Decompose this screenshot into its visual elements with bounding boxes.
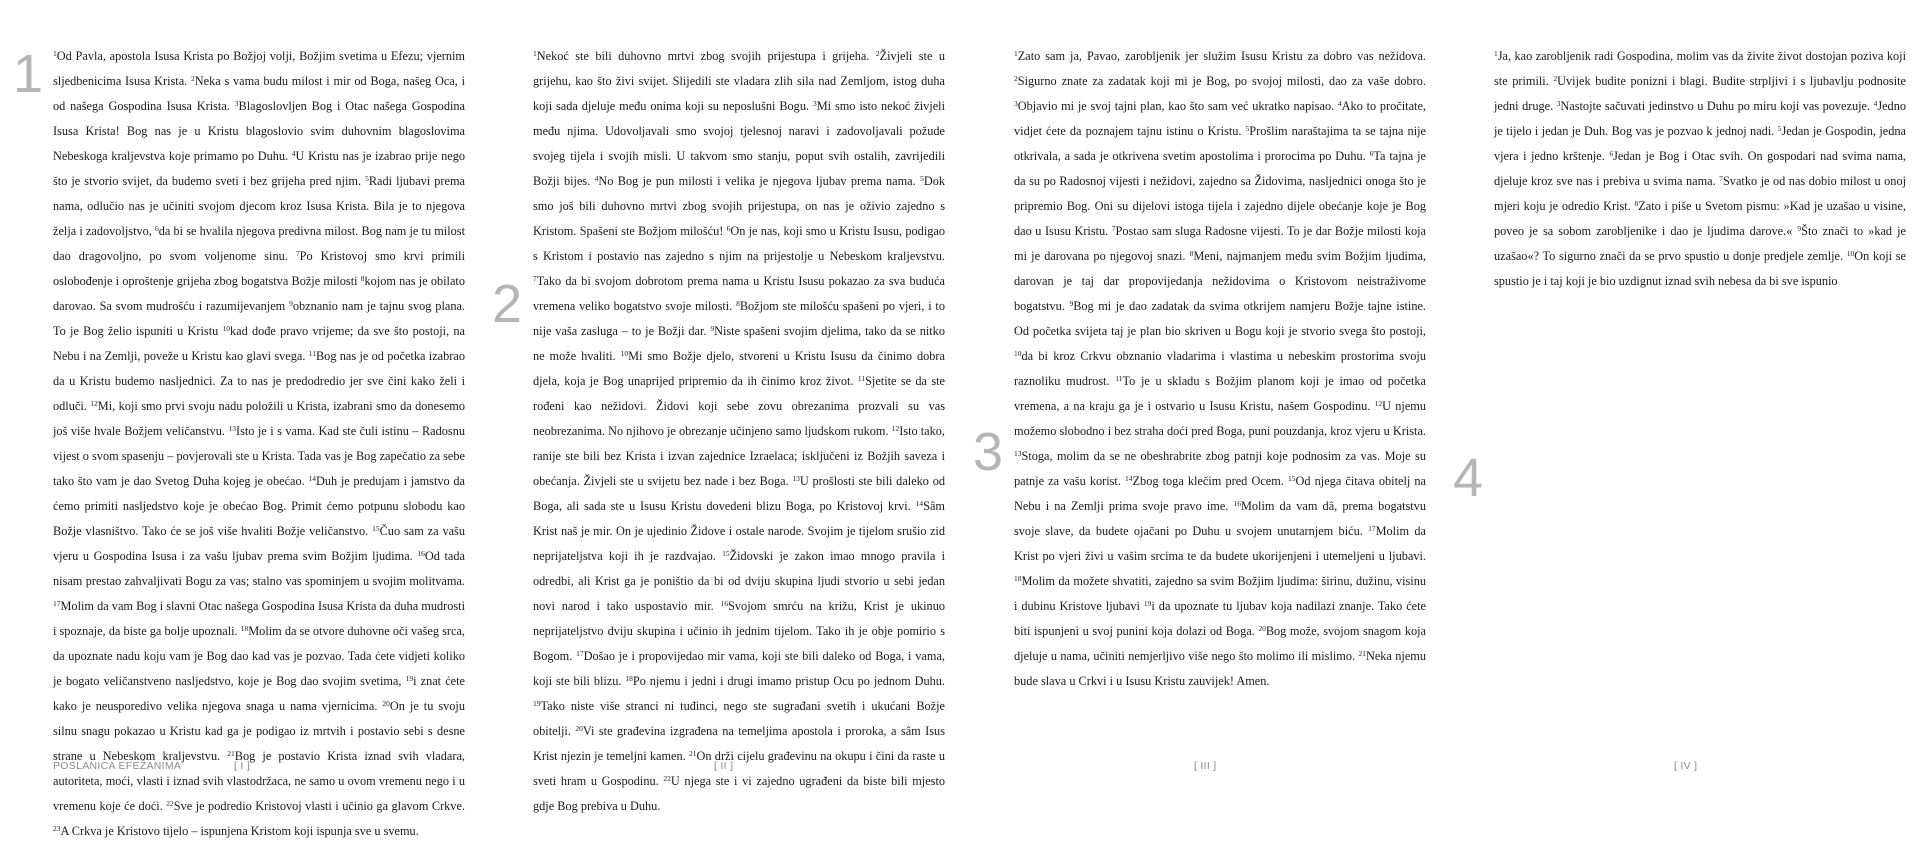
verse-number: 12	[891, 424, 900, 433]
verse-number: 8	[1634, 199, 1639, 208]
verse-text: Mi smo isto nekoć živjeli među njima. Udovoljavali smo svojoj tjelesnoj naravi i zadovoljavali požude svojeg tijela i svojih misli. U takvom smo stanju, poput svih ostalih, zavrijedili Božji bijes.	[533, 99, 945, 188]
verse-number: 10	[1846, 249, 1855, 258]
verse-text: Objavio mi je svoj tajni plan, kao što sam već ukratko napisao.	[1017, 99, 1338, 113]
verse-number: 14	[1125, 474, 1133, 483]
verse-text: On je tu svoju silnu snagu pokazao u Kristu kad ga je podigao iz mrtvih i postavio sebi s desne strane u Nebeskom kraljevstvu.	[53, 699, 465, 763]
verse-number: 20	[1258, 624, 1266, 633]
verse-number: 2	[875, 49, 880, 58]
verse-number: 2	[191, 74, 195, 83]
verse-text: Sve je podredio Kristovoj vlasti i učinio ga glavom Crkve.	[173, 799, 465, 813]
verse-number: 1	[53, 49, 57, 58]
verse-number: 11	[1115, 374, 1123, 383]
verse-text: Živjeli ste u grijehu, kao što živi svijet. Slijedili ste vladara zlih sila nad Zemljom, istog duha koji sada djeluje među onima koji su neposlušni Bogu.	[533, 49, 945, 113]
verse-text: Isto je i s vama. Kad ste čuli istinu – Radosnu vijest o svom spasenju – povjerovali ste u Krista. Tada vas je Bog zapečatio za sebe tako što vam je dao Svetog Duha kojeg je obećao.	[53, 424, 465, 488]
verse-number: 13	[228, 424, 236, 433]
verse-number: 10	[1014, 349, 1022, 358]
verse-text: Svojom smrću na križu, Krist je ukinuo neprijateljstvo dviju skupina i učinio ih jednim tijelom. Tako ih je obje pomirio s Bogom.	[533, 599, 945, 663]
verse-text: Isto tako, ranije ste bili bez Krista i izvan zajednice Izraelaca; isključeni iz Božjih saveza i obećanja. Živjeli ste u svijetu bez nade i bez Boga.	[533, 424, 946, 488]
verse-text: Ta tajna je da su po Radosnoj vijesti i nežidovi, zajedno sa Židovima, nasljednici onoga što je pripremio Bog. Oni su dijelovi istoga tijela i zajedno dijele obećanje koje je Bog dao u Isusu Kristu.	[1014, 149, 1426, 238]
verse-number: 17	[53, 599, 61, 608]
verse-text: obznanio nam je tajnu svog plana. To je Bog želio ispuniti u Kristu	[53, 299, 465, 338]
verse-number: 5	[1245, 124, 1250, 133]
verse-number: 15	[1288, 474, 1296, 483]
verse-number: 19	[1143, 599, 1152, 608]
verse-number: 16	[720, 599, 729, 608]
verse-text: On drži cijelu građevinu na okupu i čini da raste u sveti hram u Gospodinu.	[533, 749, 945, 788]
verse-number: 22	[663, 774, 671, 783]
verse-number: 2	[1553, 74, 1558, 83]
verse-text: Zbog toga klečim pred Ocem.	[1132, 474, 1288, 488]
verse-text: U njemu možemo slobodno i bez straha doći pred Boga, puni pouzdanja, kroz vjeru u Krista.	[1014, 399, 1426, 438]
verse-text: No Bog je pun milosti i velika je njegova ljubav prema nama.	[598, 174, 921, 188]
verse-text: Sjetite se da ste rođeni kao nežidovi. Židovi koji sebe zovu obrezanima prozvali su vas neobrezanima. No njihovo je obrezanje učinjeno samo ljudskom rukom.	[533, 374, 945, 438]
verse-number: 14	[915, 499, 924, 508]
verse-number: 17	[1368, 524, 1376, 533]
verse-text: Nastojte sačuvati jedinstvo u Duhu po miru koji vas povezuje.	[1560, 99, 1874, 113]
verse-text: Mi, koji smo prvi svoju nadu položili u Krista, izabrani smo da donesemo još više hvale Božjem veličanstvu.	[53, 399, 465, 438]
verse-text: Jedan je Gospodin, jedna vjera i jedno krštenje.	[1494, 124, 1906, 163]
verse-text: Bog mi je dao zadatak da svima otkrijem namjeru Božje tajne istine. Od početka svijeta taj je plan bio skriven u Bogu koji je stvorio svega što postoji,	[1014, 299, 1427, 338]
column-2-text	[533, 44, 945, 819]
verse-text: Jedno je tijelo i jedan je Duh. Bog vas je pozvao k jednoj nadi.	[1494, 99, 1907, 138]
verse-text: Po njemu i jedni i drugi imamo pristup Ocu po jednom Duhu.	[632, 674, 945, 688]
verse-number: 19	[533, 699, 541, 708]
page-number-2: [ II ]	[714, 760, 734, 772]
verse-number: 6	[155, 224, 159, 233]
verse-text: Po Kristovoj smo krvi primili oslobođenje i oproštenje grijeha zbog bogatstva Božje milosti	[53, 249, 465, 288]
verse-number: 11	[308, 349, 316, 358]
verse-number: 6	[1609, 149, 1614, 158]
verse-number: 7	[1719, 174, 1723, 183]
verse-number: 7	[533, 274, 537, 283]
verse-text: A Crkva je Kristovo tijelo – ispunjena Kristom koji ispunja sve u svemu.	[60, 824, 419, 838]
verse-text: i znat ćete kako je neusporedivo velika njegova snaga u nama vjernicima.	[53, 674, 465, 713]
chapter-number-1: 1	[13, 44, 44, 104]
verse-text: Došao je i propovijedao mir vama, koji ste bili daleko od Boga, i vama, koji ste bili blizu.	[533, 649, 945, 688]
verse-number: 2	[1014, 74, 1018, 83]
verse-text: kojom nas je obilato darovao. Sa svom mudrošću i razumijevanjem	[53, 274, 465, 313]
verse-text: Od njega čitava obitelj na Nebu i na Zemlji prima svoje pravo ime.	[1014, 474, 1426, 513]
verse-text: Zato i piše u Svetom pismu: »Kad je uzašao u visine, poveo je sa sobom zarobljenike i dao je ljudima darove.«	[1494, 199, 1906, 238]
verse-text: Stoga, molim da se ne obeshrabrite zbog patnji koje podnosim za vas. Moje su patnje za vašu korist.	[1014, 449, 1426, 488]
verse-text: Bog je postavio Krista iznad svih vladara, autoriteta, moći, vlasti i iznad svih vlastodržaca, ne samo u ovom vremenu nego i u vremenu koje će doći.	[53, 749, 465, 813]
verse-number: 20	[382, 699, 390, 708]
verse-number: 9	[710, 324, 715, 333]
verse-number: 23	[53, 824, 61, 833]
verse-text: Jedan je Bog i Otac svih. On gospodari nad svima nama, djeluje kroz sve nas i prebiva u svima nama.	[1494, 149, 1906, 188]
verse-text: Što znači to »kad je uzašao«? To sigurno znači da se prvo spustio u donje predjele zemlje.	[1494, 224, 1906, 263]
verse-number: 4	[291, 149, 296, 158]
verse-number: 16	[417, 549, 425, 558]
verse-text: Molim da se otvore duhovne oči vašeg srca, da upoznate nadu koju vam je Bog dao kad vas je pozvao. Tada ćete vidjeti koliko je bogato veličanstveno nasljedstvo, koje je Bog dao svojim svetima,	[53, 624, 465, 688]
verse-text: Postao sam sluga Radosne vijesti. To je dar Božje milosti koja mi je darovana po njegovoj snazi.	[1014, 224, 1426, 263]
verse-number: 1	[1014, 49, 1018, 58]
verse-text: Molim da vam Bog i slavni Otac našega Gospodina Isusa Krista da duha mudrosti i spoznaje, da biste ga bolje upoznali.	[53, 599, 465, 638]
verse-text: U Kristu nas je izabrao prije nego što je stvorio svijet, da budemo sveti i bez grijeha pred njim.	[53, 149, 465, 188]
verse-text: Bog može, svojom snagom koja djeluje u nama, učiniti nemjerljivo više nego što molimo ili mislimo.	[1014, 624, 1426, 663]
verse-text: Od Pavla, apostola Isusa Krista po Božjoj volji, Božjim svetima u Efezu; vjernim sljedbenicima Isusa Krista.	[53, 49, 465, 88]
column-3-text	[1014, 44, 1426, 694]
verse-number: 22	[166, 799, 174, 808]
chapter-number-2: 2	[492, 274, 523, 334]
verse-number: 12	[1374, 399, 1383, 408]
verse-number: 21	[227, 749, 235, 758]
verse-text: Bog nas je od početka izabrao da u Kristu budemo nasljednici. Za to nas je predodredio jer sve čini kako želi i odluči.	[53, 349, 465, 413]
verse-number: 7	[295, 249, 300, 258]
verse-number: 21	[689, 749, 697, 758]
verse-number: 12	[90, 399, 98, 408]
page-number-4: [ IV ]	[1674, 760, 1698, 772]
verse-number: 6	[726, 224, 731, 233]
verse-number: 21	[1358, 649, 1366, 658]
verse-number: 1	[1494, 49, 1498, 58]
verse-text: Sâm Krist naš je mir. On je ujedinio Židove i ostale narode. Svojim je tijelom srušio zid neprijateljstva koji ih je razdvajao.	[533, 499, 945, 563]
verse-text: Sigurno znate za zadatak koji mi je Bog, po svojoj milosti, dao za vaše dobro.	[1017, 74, 1426, 88]
verse-number: 10	[222, 324, 230, 333]
verse-number: 8	[1189, 249, 1194, 258]
verse-number: 1	[533, 49, 537, 58]
verse-text: Radi ljubavi prema nama, odlučio nas je učiniti svojom djecom kroz Isusa Krista. Bila je to njegova želja i zadovoljstvo,	[53, 174, 465, 238]
verse-number: 14	[308, 474, 316, 483]
verse-text: U njega ste i vi zajedno ugrađeni da biste bili mjesto gdje Bog prebiva u Duhu.	[533, 774, 946, 813]
verse-number: 17	[576, 649, 584, 658]
verse-number: 16	[1233, 499, 1241, 508]
page-number-1: [ I ]	[234, 760, 251, 772]
verse-text: To je u skladu s Božjim planom koji je imao od početka vremena, a na kraju ga je i ostvario u Isusu Kristu, našem Gospodinu.	[1014, 374, 1427, 413]
verse-text: Dok smo još bili duhovno mrtvi zbog svojih prijestupa, on nas je oživio zajedno s Kristom. Spašeni ste Božjom milošću!	[533, 174, 945, 238]
verse-text: Čuo sam za vašu vjeru u Gospodina Isusa i za vašu ljubav prema svim Božjim ljudima.	[53, 524, 465, 563]
verse-text: Uvijek budite ponizni i blagi. Budite strpljivi i s ljubavlju podnosite jedni druge.	[1494, 74, 1906, 113]
verse-text: Mi smo Božje djelo, stvoreni u Kristu Isusu da činimo dobra djela, koja je Bog unaprijed pripremio da ih činimo kroz život.	[533, 349, 945, 388]
verse-number: 8	[736, 299, 740, 308]
verse-text: i da upoznate tu ljubav koja nadilazi znanje. Tako ćete biti ispunjeni u svoj punini koja dolazi od Boga.	[1014, 599, 1426, 638]
verse-text: Od tada nisam prestao zahvaljivati Bogu za vas; stalno vas spominjem u svojim molitvama.	[53, 549, 465, 588]
verse-number: 15	[372, 524, 380, 533]
verse-text: Molim da vam dâ, prema bogatstvu svoje slave, da budete ojačani po Duhu u svojem unutarnjem biću.	[1014, 499, 1426, 538]
chapter-number-3: 3	[973, 422, 1004, 482]
verse-text: Niste spašeni svojim djelima, tako da se nitko ne može hvaliti.	[533, 324, 945, 363]
verse-number: 9	[1797, 224, 1802, 233]
verse-text: Zato sam ja, Pavao, zarobljenik jer služim Isusu Kristu za dobro vas nežidova.	[1017, 49, 1426, 63]
verse-text: On koji se spustio je i taj koji je bio uzdignut iznad svih nebesa da bi sve ispunio	[1494, 249, 1906, 288]
verse-text: U prošlosti ste bili daleko od Boga, ali sada ste u Isusu Kristu dovedeni blizu Boga, po Kristovoj krvi.	[533, 474, 945, 513]
verse-text: On je nas, koji smo u Kristu Isusu, podigao s Kristom i postavio nas zajedno s njim na prijestolje u Nebeskom kraljevstvu.	[533, 224, 945, 263]
chapter-number-4: 4	[1453, 448, 1484, 508]
verse-number: 9	[1069, 299, 1074, 308]
verse-text: Ako to pročitate, vidjet ćete da poznajem tajnu istinu o Kristu.	[1014, 99, 1426, 138]
verse-number: 18	[240, 624, 249, 633]
verse-number: 3	[1014, 99, 1018, 108]
verse-text: Svatko je od nas dobio milost u onoj mjeri koju je odredio Krist.	[1494, 174, 1907, 213]
verse-text: Tako da bi svojom dobrotom prema nama u Kristu Isusu pokazao za sva buduća vremena veliko bogatstvo svoje milosti.	[533, 274, 945, 313]
verse-text: Židovski je zakon imao mnogo pravila i odredbi, ali Krist ga je poništio da bi od dviju skupina ljudi stvorio u sebi jedan novi narod i tako uspostavio mir.	[533, 549, 945, 613]
verse-number: 3	[812, 99, 817, 108]
verse-text: Nekoć ste bili duhovno mrtvi zbog svojih prijestupa i grijeha.	[536, 49, 876, 63]
column-1-text	[53, 44, 465, 844]
verse-text: Tako niste više stranci ni tuđinci, nego ste sugrađani svetih i ukućani Božje obitelji.	[533, 699, 945, 738]
verse-text: Ja, kao zarobljenik radi Gospodina, molim vas da živite život dostojan poziva koji ste primili.	[1494, 49, 1906, 88]
verse-text: Molim da Krist po vjeri živi u vašim srcima te da budete ukorijenjeni i utemeljeni u ljubavi.	[1014, 524, 1426, 563]
verse-number: 5	[1777, 124, 1782, 133]
verse-number: 11	[857, 374, 866, 383]
verse-number: 18	[1014, 574, 1022, 583]
verse-text: da bi kroz Crkvu obznanio vladarima i vlastima u nebeskim prostorima svoju raznoliku mudrost.	[1014, 349, 1426, 388]
text-column-3	[1014, 44, 1426, 744]
column-4-text	[1494, 44, 1906, 294]
verse-number: 7	[1111, 224, 1116, 233]
verse-number: 3	[234, 99, 239, 108]
verse-text: Neka s vama budu milost i mir od Boga, našeg Oca, i od našega Gospodina Isusa Krista.	[53, 74, 465, 113]
verse-text: Prošlim naraštajima ta se tajna nije otkrivala, a sada je otkrivena svetim apostolima i prorocima po Duhu.	[1014, 124, 1426, 163]
verse-number: 4	[1337, 99, 1342, 108]
verse-number: 9	[289, 299, 293, 308]
verse-number: 15	[722, 549, 730, 558]
verse-text: kad dođe pravo vrijeme; da sve što postoji, na Nebu i na Zemlji, poveže u Kristu kao glavi svega.	[53, 324, 465, 363]
book-title-footer: POSLANICA EFEŽANIMA	[53, 760, 182, 772]
verse-text: Neka njemu bude slava u Crkvi i u Isusu Kristu zauvijek! Amen.	[1014, 649, 1426, 688]
verse-number: 10	[620, 349, 629, 358]
verse-number: 4	[594, 174, 599, 183]
verse-text: Duh je predujam i jamstvo da ćemo primiti nasljedstvo koje je obećao Bog. Primit ćemo potpunu slobodu kao Božje vlasništvo. Tako će se još više hvaliti Božje veličanstvo.	[53, 474, 465, 538]
verse-number: 20	[575, 724, 583, 733]
verse-text: Vi ste građevina izgrađena na temeljima apostola i proroka, a sâm Isus Krist njezin je temeljni kamen.	[533, 724, 945, 763]
verse-number: 4	[1873, 99, 1878, 108]
verse-number: 5	[365, 174, 369, 183]
verse-number: 5	[920, 174, 924, 183]
text-column-2	[533, 44, 946, 813]
text-column-4	[1494, 44, 1906, 744]
verse-text: da bi se hvalila njegova predivna milost. Bog nam je tu milost dao dragovoljno, po svom voljenome sinu.	[53, 224, 465, 263]
page-number-3: [ III ]	[1194, 760, 1217, 772]
verse-text: Molim da možete shvatiti, zajedno sa svim Božjim ljudima: širinu, dužinu, visinu i dubinu Kristove ljubavi	[1014, 574, 1426, 613]
verse-number: 19	[405, 674, 414, 683]
verse-text: Meni, najmanjem među svim Božjim ljudima, darovan je taj dar propovijedanja nežidovima o Kristovom neistraživome bogatstvu.	[1014, 249, 1426, 313]
verse-number: 13	[792, 474, 800, 483]
verse-text: Blagoslovljen Bog i Otac našega Gospodina Isusa Krista! Bog nas je u Kristu blagoslovio svim duhovnim blagoslovima Nebeskoga kraljevstva koje primamo po Duhu.	[53, 99, 465, 163]
verse-number: 6	[1369, 149, 1374, 158]
verse-text: Božjom ste milošću spašeni po vjeri, i to nije vaša zasluga – to je Božji dar.	[533, 299, 945, 338]
verse-number: 8	[360, 274, 365, 283]
verse-number: 18	[625, 674, 633, 683]
verse-number: 3	[1556, 99, 1561, 108]
verse-number: 13	[1014, 449, 1022, 458]
